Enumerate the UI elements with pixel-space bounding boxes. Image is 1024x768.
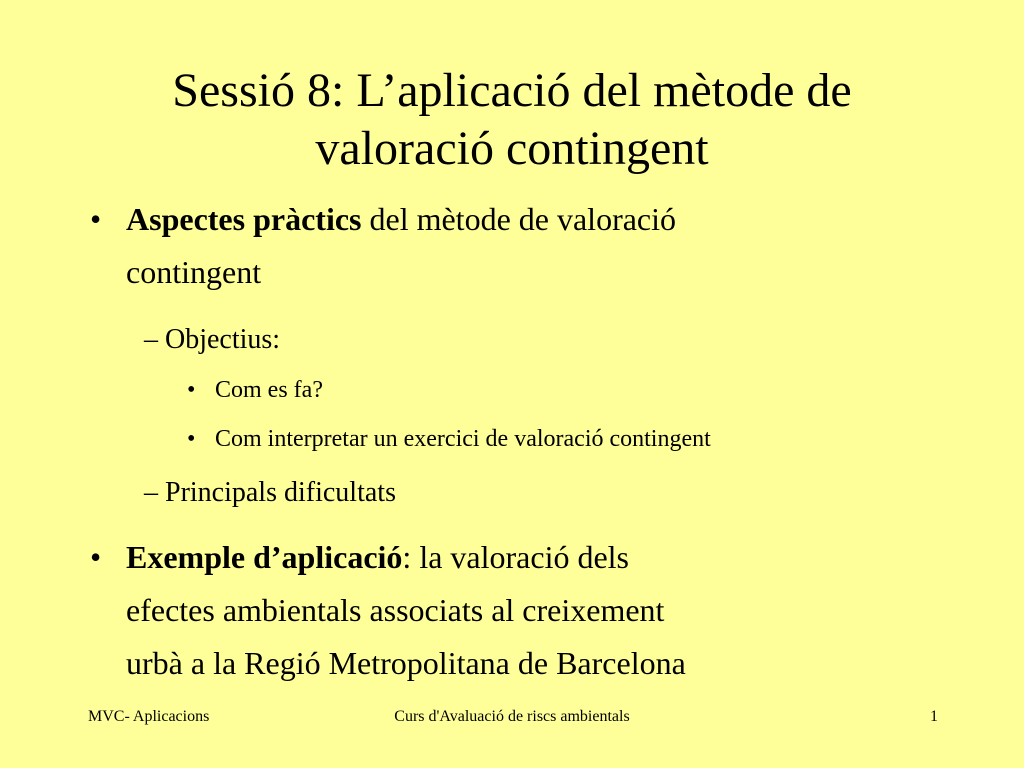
slide-title — [40, 62, 984, 178]
bullet-text-line-2: efectes ambientals associats al creixement — [126, 592, 665, 628]
bullet-text-line-1 — [126, 531, 966, 584]
bullet-rest-text: del mètode de valoració — [361, 201, 677, 237]
bullet-marker: • — [187, 426, 196, 452]
bullet-text-line-3: urbà a la Regió Metropolitana de Barcelona — [126, 645, 686, 681]
slide-title-line-2: valoració contingent — [315, 122, 709, 175]
bullet-rest-text: : la valoració dels — [402, 539, 629, 575]
bullet-text-line-2: contingent — [126, 254, 262, 290]
footer-page-number: 1 — [930, 708, 938, 725]
footer-center-text: Curs d'Avaluació de riscs ambientals — [394, 708, 630, 725]
footer-left-text: MVC- Aplicacions — [88, 708, 210, 725]
slide-title-line-1: Sessió 8: L’aplicació del mètode de — [172, 64, 852, 117]
bullet-bold-text: Exemple d’aplicació — [126, 539, 403, 575]
sub-sub-bullet-text: Com interpretar un exercici de valoració contingent — [215, 426, 711, 452]
bullet-text-line-1 — [126, 193, 966, 246]
sub-bullet-principals-dificultats: – Principals dificultats — [144, 477, 396, 508]
bullet-marker: • — [90, 201, 102, 237]
bullet-marker: • — [90, 539, 102, 575]
sub-bullet-objectius: – Objectius: — [144, 324, 281, 355]
bullet-marker: • — [187, 377, 196, 403]
sub-sub-bullet-text: Com es fa? — [215, 377, 323, 403]
bullet-bold-text: Aspectes pràctics — [126, 201, 362, 237]
